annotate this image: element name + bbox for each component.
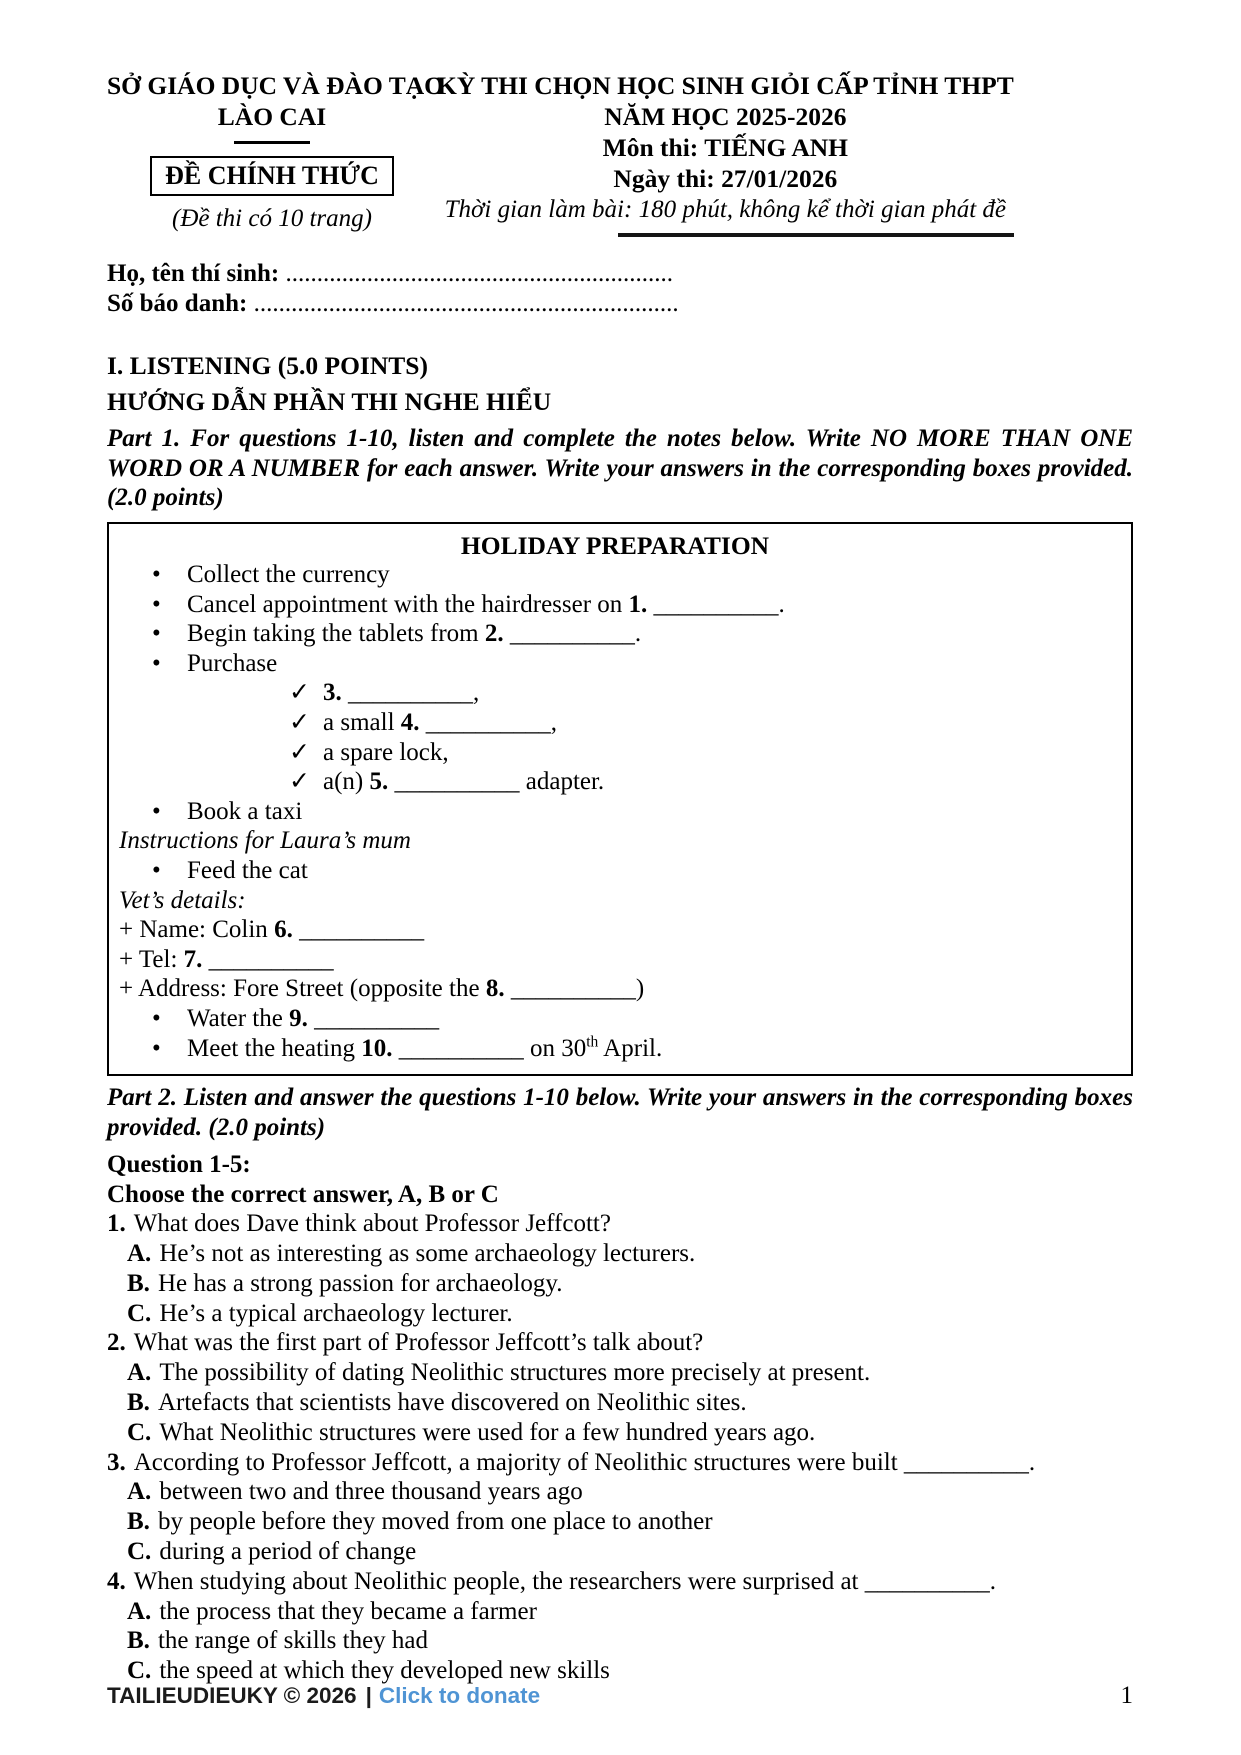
note-text bbox=[187, 590, 785, 620]
bullet-icon: • bbox=[152, 620, 161, 648]
option-text: Artefacts that scientists have discovered on Neolithic sites. bbox=[157, 1388, 747, 1416]
text-segment: + Tel: bbox=[119, 945, 184, 973]
text-segment: a small bbox=[323, 709, 401, 737]
text-segment: Feed the cat bbox=[187, 857, 308, 885]
note-check-item bbox=[289, 767, 1111, 797]
option-b bbox=[127, 1626, 1133, 1656]
answer-number: 9. bbox=[289, 1005, 308, 1032]
check-icon: ✓ bbox=[289, 768, 310, 796]
option-c bbox=[127, 1418, 1133, 1448]
donate-link[interactable]: Click to donate bbox=[378, 1683, 541, 1708]
note-text bbox=[323, 738, 449, 768]
listening-notes-box bbox=[107, 522, 1133, 1077]
question-number: 1. bbox=[107, 1210, 126, 1238]
authority-name: SỞ GIÁO DỤC VÀ ĐÀO TẠO bbox=[107, 71, 444, 100]
bullet-icon: • bbox=[152, 1005, 161, 1032]
option-label: B. bbox=[127, 1627, 150, 1655]
option-label: A. bbox=[127, 1239, 152, 1267]
issuing-authority-block bbox=[107, 70, 444, 237]
option-text: by people before they moved from one place to another bbox=[157, 1508, 713, 1536]
vet-detail-line bbox=[119, 915, 1111, 945]
text-segment: Collect the currency bbox=[187, 561, 390, 589]
option-a bbox=[127, 1239, 1133, 1269]
answer-number: 10. bbox=[361, 1034, 393, 1062]
answer-number: 7. bbox=[183, 945, 203, 973]
vet-detail-line bbox=[119, 974, 1111, 1004]
note-text bbox=[187, 1004, 439, 1034]
exam-title-block bbox=[437, 70, 1154, 237]
option-label: B. bbox=[127, 1388, 150, 1416]
text-segment: + Name: Colin bbox=[119, 916, 275, 944]
text-segment: Cancel appointment with the hairdresser on bbox=[187, 590, 629, 618]
part2-instruction: Part 2. Listen and answer the questions 1-10 below. Write your answers in the corresponding boxes provided. (2.0 points) bbox=[107, 1084, 1133, 1141]
notes-box-title: HOLIDAY PREPARATION bbox=[460, 530, 770, 560]
bullet-icon: • bbox=[152, 649, 161, 677]
answer-blank: __________. bbox=[647, 590, 785, 618]
header-right-divider bbox=[618, 233, 1014, 237]
answer-blank: __________ bbox=[202, 945, 334, 973]
answer-blank: __________ bbox=[292, 916, 425, 944]
candidate-name-label: Họ, tên thí sinh: bbox=[107, 260, 280, 287]
option-text: The possibility of dating Neolithic structures more precisely at present. bbox=[159, 1359, 871, 1387]
note-bullet-item bbox=[152, 560, 1111, 590]
footer-brand: TAILIEUDIEUKY © 2026 bbox=[107, 1683, 357, 1708]
note-bullet-item bbox=[152, 590, 1111, 620]
exam-header bbox=[107, 70, 1133, 237]
bullet-icon: • bbox=[152, 857, 161, 885]
page-footer bbox=[107, 1682, 1133, 1710]
option-c bbox=[127, 1537, 1133, 1567]
option-text: He has a strong passion for archaeology. bbox=[157, 1269, 563, 1297]
footer-separator: | bbox=[365, 1683, 372, 1708]
question-stem bbox=[107, 1567, 1133, 1597]
option-b bbox=[127, 1269, 1133, 1299]
note-check-item bbox=[289, 678, 1111, 708]
option-b bbox=[127, 1507, 1133, 1537]
text-segment: Purchase bbox=[187, 649, 278, 677]
answer-number: 6. bbox=[274, 916, 293, 944]
answer-number: 1. bbox=[628, 590, 648, 618]
question-stem bbox=[107, 1209, 1133, 1239]
duration-note: Thời gian làm bài: 180 phút, không kể thời gian phát đề bbox=[444, 196, 1007, 223]
candidate-id-label: Số báo danh: bbox=[107, 290, 248, 317]
vet-detail-line bbox=[119, 945, 1111, 975]
question-3 bbox=[107, 1448, 1133, 1567]
question-1 bbox=[107, 1209, 1133, 1328]
option-text: during a period of change bbox=[159, 1537, 417, 1565]
bullet-icon: • bbox=[152, 1034, 161, 1062]
question-stem bbox=[107, 1448, 1133, 1478]
school-year: NĂM HỌC 2025-2026 bbox=[604, 102, 847, 131]
option-a bbox=[127, 1477, 1133, 1507]
answer-blank: __________. bbox=[503, 620, 642, 648]
option-text: What Neolithic structures were used for a few hundred years ago. bbox=[159, 1418, 816, 1446]
option-label: C. bbox=[127, 1418, 152, 1446]
exam-date: Ngày thi: 27/01/2026 bbox=[613, 164, 838, 193]
footer-brand-row bbox=[107, 1683, 540, 1709]
answer-blank: __________ adapter. bbox=[388, 768, 605, 796]
note-bullet-item bbox=[152, 797, 1111, 827]
option-a bbox=[127, 1358, 1133, 1388]
text-segment: a(n) bbox=[323, 768, 370, 796]
question-2 bbox=[107, 1328, 1133, 1447]
text-segment: Meet the heating bbox=[187, 1034, 362, 1062]
answer-blank: __________ on 30 bbox=[392, 1034, 587, 1062]
question-text: According to Professor Jeffcott, a majority of Neolithic structures were built __________. bbox=[133, 1448, 1036, 1476]
note-text bbox=[187, 1034, 662, 1064]
note-check-item bbox=[289, 738, 1111, 768]
question-4 bbox=[107, 1567, 1133, 1686]
note-check-item bbox=[289, 708, 1111, 738]
option-text: He’s a typical archaeology lecturer. bbox=[159, 1299, 513, 1327]
candidate-name-row bbox=[107, 259, 1133, 289]
note-bullet-item bbox=[152, 1034, 1111, 1064]
notes-subheading: Instructions for Laura’s mum bbox=[119, 827, 411, 855]
bullet-icon: • bbox=[152, 590, 161, 618]
answer-blank: __________, bbox=[341, 679, 480, 707]
authority-province: LÀO CAI bbox=[217, 102, 327, 131]
option-a bbox=[127, 1597, 1133, 1627]
ordinal-suffix: th bbox=[586, 1033, 599, 1051]
question-text: When studying about Neolithic people, the researchers were surprised at __________. bbox=[133, 1567, 996, 1595]
option-label: A. bbox=[127, 1597, 152, 1625]
page-count-note: (Đề thi có 10 trang) bbox=[172, 205, 372, 232]
option-text: between two and three thousand years ago bbox=[159, 1478, 583, 1506]
option-text: the process that they became a farmer bbox=[159, 1597, 537, 1625]
question-number: 4. bbox=[107, 1567, 126, 1595]
answer-number: 3. bbox=[323, 679, 342, 707]
note-text bbox=[323, 708, 557, 738]
question-text: What does Dave think about Professor Jeffcott? bbox=[133, 1210, 611, 1238]
option-c bbox=[127, 1299, 1133, 1329]
question-text: What was the first part of Professor Jeffcott’s talk about? bbox=[133, 1329, 704, 1357]
option-label: C. bbox=[127, 1299, 152, 1327]
page-number: 1 bbox=[1120, 1682, 1133, 1709]
text-segment: April. bbox=[598, 1034, 663, 1062]
check-icon: ✓ bbox=[289, 709, 310, 737]
candidate-id-row bbox=[107, 289, 1133, 319]
question-direction: Choose the correct answer, A, B or C bbox=[107, 1180, 499, 1208]
question-range-heading: Question 1-5: bbox=[107, 1151, 251, 1179]
note-text bbox=[187, 856, 308, 886]
subject: Môn thi: TIẾNG ANH bbox=[602, 133, 849, 162]
check-icon: ✓ bbox=[289, 738, 310, 766]
answer-blank: __________) bbox=[504, 975, 645, 1003]
text-segment: + Address: Fore Street (opposite the bbox=[119, 975, 486, 1003]
option-text: the range of skills they had bbox=[157, 1627, 429, 1655]
option-text: He’s not as interesting as some archaeology lecturers. bbox=[159, 1239, 696, 1267]
question-number: 2. bbox=[107, 1329, 126, 1357]
part1-instruction: Part 1. For questions 1-10, listen and complete the notes below. Write NO MORE THAN ONE WORD OR A NUMBER for each answer. Write your answers in the corresponding boxes provided. (2.0 points) bbox=[107, 425, 1133, 511]
note-text bbox=[187, 560, 390, 590]
exam-title: KỲ THI CHỌN HỌC SINH GIỎI CẤP TỈNH THPT bbox=[437, 71, 1014, 100]
candidate-info bbox=[107, 259, 1133, 319]
option-label: C. bbox=[127, 1657, 152, 1685]
section-listening-subtitle: HƯỚNG DẪN PHẦN THI NGHE HIỂU bbox=[107, 387, 552, 416]
option-label: B. bbox=[127, 1269, 150, 1297]
candidate-id-field: .................................................................... bbox=[253, 290, 679, 317]
bullet-icon: • bbox=[152, 561, 161, 589]
option-label: A. bbox=[127, 1359, 152, 1387]
note-text bbox=[187, 649, 277, 679]
section-listening-title: I. LISTENING (5.0 POINTS) bbox=[107, 351, 428, 380]
note-bullet-item bbox=[152, 856, 1111, 886]
note-text bbox=[323, 767, 604, 797]
note-text bbox=[187, 619, 641, 649]
option-label: B. bbox=[127, 1508, 150, 1536]
question-stem bbox=[107, 1328, 1133, 1358]
option-b bbox=[127, 1388, 1133, 1418]
note-bullet-item bbox=[152, 649, 1111, 679]
note-bullet-item bbox=[152, 1004, 1111, 1034]
answer-number: 5. bbox=[369, 768, 389, 796]
note-bullet-item bbox=[152, 619, 1111, 649]
check-icon: ✓ bbox=[289, 679, 310, 707]
answer-blank: __________, bbox=[419, 709, 558, 737]
answer-blank: __________ bbox=[307, 1005, 440, 1032]
note-text bbox=[323, 678, 479, 708]
text-segment: a spare lock, bbox=[323, 738, 449, 766]
official-exam-stamp: ĐỀ CHÍNH THỨC bbox=[150, 156, 394, 196]
answer-number: 2. bbox=[484, 620, 504, 648]
note-text bbox=[187, 797, 302, 827]
option-text: the speed at which they developed new skills bbox=[159, 1657, 610, 1685]
answer-number: 4. bbox=[400, 709, 420, 737]
text-segment: Water the bbox=[187, 1005, 290, 1032]
text-segment: Book a taxi bbox=[187, 797, 303, 825]
option-label: C. bbox=[127, 1537, 152, 1565]
question-number: 3. bbox=[107, 1448, 126, 1476]
bullet-icon: • bbox=[152, 797, 161, 825]
text-segment: Begin taking the tablets from bbox=[187, 620, 485, 648]
candidate-name-field: .............................................................. bbox=[285, 260, 674, 287]
answer-number: 8. bbox=[485, 975, 505, 1003]
notes-subheading: Vet’s details: bbox=[119, 886, 246, 914]
option-label: A. bbox=[127, 1478, 152, 1506]
